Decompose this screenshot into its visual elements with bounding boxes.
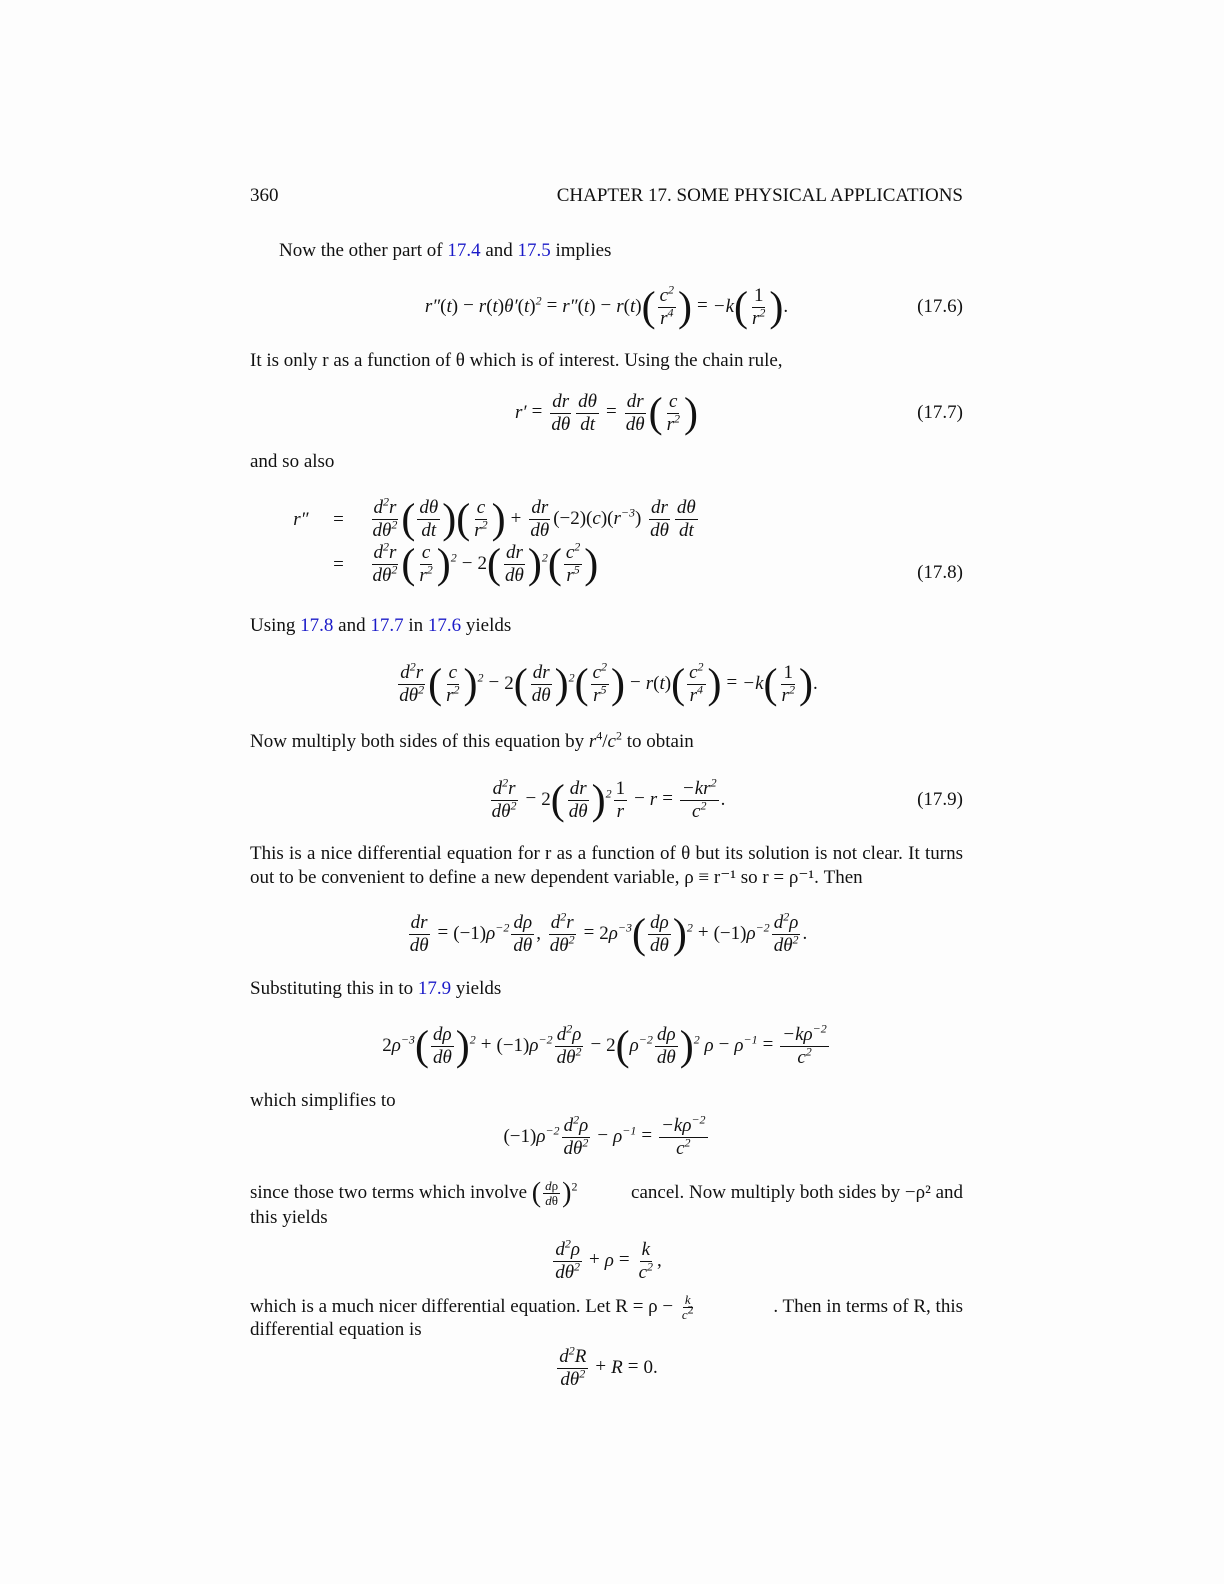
paragraph-multiply: Now multiply both sides of this equation by $r^4/c^2$ to obtain: [250, 728, 694, 752]
paragraph-nicer: which is a much nicer differential equation. Let R = ρ − $\frac{k}{c^2}$ . Then in terms of R, this differential equation is: [250, 1291, 963, 1340]
equation-rho: $\frac{d^2\rho}{d\theta^2}$ + ρ = $\frac{k}{c^2}$ ,: [555, 1236, 662, 1283]
paragraph-simplifies: which simplifies to: [250, 1090, 396, 1111]
equation-derivatives: $\frac{dr}{d\theta}$ = $(-1)\rho^{-2}$ $\frac{d\rho}{d\theta}$ , $\frac{d^2r}{d\theta^2}$ = $2\rho^{-3}$( $\frac{d\rho}{d\theta}$ )$^2 + (-1)\rho^{-2}$ $\frac{d^2\rho}{d\theta^2}$ .: [409, 909, 808, 957]
chapter-title: CHAPTER 17. SOME PHYSICAL APPLICATIONS: [556, 185, 963, 206]
equation-17-9: $\frac{d^2r}{d\theta^2}$ − 2( $\frac{dr}{d\theta}$ )$^2$ $\frac{1}{r}$ − r = $\frac{-kr^2}{c^2}$ . (17.9): [491, 775, 963, 823]
equation-number-17-7: (17.7): [917, 402, 963, 423]
ref-17-8[interactable]: 17.8: [300, 615, 334, 636]
ref-17-5[interactable]: 17.5: [517, 240, 551, 261]
paragraph-so-also: and so also: [250, 451, 335, 472]
paragraph-using: Using 17.8 and 17.7 in 17.6 yields: [250, 615, 512, 636]
page: [250, 0, 963, 1584]
paragraph-intro: Now the other part of 17.4 and 17.5 implies: [279, 240, 612, 261]
equation-17-8: r″ = $\frac{d^2r}{d\theta^2}$ ( $\frac{d\theta}{dt}$ )( $\frac{c}{r^2}$ ) + $\frac{dr}{d\theta}$ $(-2)(c)(r^{-3})$ $\frac{dr}{d\theta}$ $\frac{d\theta}{dt}$ = $\frac{d^2r}{d\theta^2}$ ( $\frac{c}{r^2}$ )$^2$ − 2( $\frac{dr}{d\theta}$ )$^2$( $\frac{c^2}{r^5}$ ): [293, 494, 696, 588]
equation-combined: $\frac{d^2r}{d\theta^2}$ ( $\frac{c}{r^2}$ )$^2$ − 2( $\frac{dr}{d\theta}$ )$^2$( $\frac{c^2}{r^5}$ ) − r(t)( $\frac{c^2}{r^4}$ ) = −k( $\frac{1}{r^2}$ ).: [399, 659, 818, 707]
equation-final: $\frac{d^2R}{d\theta^2}$ + R = 0.: [559, 1343, 658, 1390]
paragraph-since: since those two terms which involve ( $\frac{d\rho}{d\theta}$ )$^2$ cancel. Now multiply both sides by −ρ² and this yields: [250, 1177, 963, 1228]
page-number: 360: [250, 185, 279, 206]
ref-17-7[interactable]: 17.7: [370, 615, 404, 636]
equation-number-17-6: (17.6): [917, 296, 963, 317]
paragraph-nice-equation: This is a nice differential equation for r as a function of θ but its solution is not clear. It turns out to be convenient to define a new dependent variable, ρ ≡ r⁻¹ so r = ρ⁻¹. Then: [250, 843, 963, 888]
equation-simplified: $(-1)\rho^{-2}$ $\frac{d^2\rho}{d\theta^2}$ − $\rho^{-1}$ = $\frac{-k\rho^{-2}}{c^2}$: [503, 1112, 706, 1159]
page-header: [250, 184, 963, 208]
equation-substituted: $2\rho^{-3}$( $\frac{d\rho}{d\theta}$ )$^2 + (-1)\rho^{-2}$ $\frac{d^2\rho}{d\theta^2}$ − $2(\rho^{-2}$ $\frac{d\rho}{d\theta}$ )$^2$ $\rho - \rho^{-1}$ = $\frac{-k\rho^{-2}}{c^2}$: [382, 1021, 827, 1069]
ref-17-9[interactable]: 17.9: [417, 978, 452, 999]
paragraph-chain-rule: It is only r as a function of θ which is of interest. Using the chain rule,: [250, 350, 783, 371]
equation-number-17-9: (17.9): [917, 789, 963, 810]
equation-17-7: r′ = $\frac{dr}{d\theta}$ $\frac{d\theta}{dt}$ = $\frac{dr}{d\theta}$ ( $\frac{c}{r^2}$ ) (17.7): [515, 390, 963, 436]
equation-17-6: $r''(t) - r(t)\theta'(t)^2 = r''(t) - r(t)$( $\frac{c^2}{r^4}$ ) = −k( $\frac{1}{r^2}$ ). (17.6): [424, 282, 963, 330]
ref-17-6[interactable]: 17.6: [427, 615, 462, 636]
paragraph-substituting: Substituting this in to 17.9 yields: [250, 978, 502, 999]
ref-17-4[interactable]: 17.4: [447, 240, 481, 261]
equation-number-17-8: (17.8): [917, 562, 963, 583]
